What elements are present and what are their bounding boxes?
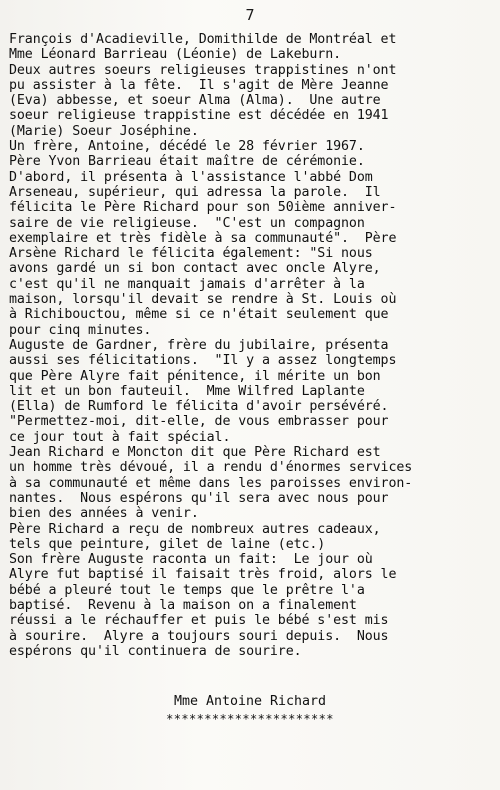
text-line: lit et un bon fauteuil. Mme Wilfred Laplante bbox=[9, 383, 365, 399]
text-line: aussi ses félicitations. "Il y a assez longtemps bbox=[9, 353, 397, 369]
article-body bbox=[9, 32, 493, 659]
star-separator: ********************** bbox=[166, 712, 334, 726]
text-line: exemplaire et très fidèle à sa communauté". Père bbox=[9, 230, 397, 246]
text-line: Alyre fut baptisé il faisait très froid, alors le bbox=[9, 567, 397, 583]
text-line: bien des années à venir. bbox=[9, 506, 199, 522]
text-line: à sa communauté et même dans les paroisses environ- bbox=[9, 475, 413, 491]
text-line: Un frère, Antoine, décédé le 28 février 1967. bbox=[9, 139, 365, 155]
text-line: tels que peinture, gilet de laine (etc.) bbox=[9, 536, 326, 552]
text-line: que Père Alyre fait pénitence, il mérite un bon bbox=[9, 368, 381, 384]
text-line: Auguste de Gardner, frère du jubilaire, présenta bbox=[9, 337, 389, 353]
text-line: (Eva) abbesse, et soeur Alma (Alma). Une autre bbox=[9, 93, 381, 109]
text-line: félicita le Père Richard pour son 50ième anniver- bbox=[9, 200, 397, 216]
text-line: avons gardé un si bon contact avec oncle Alyre, bbox=[9, 261, 381, 277]
text-line: pu assister à la fête. Il s'agit de Mère Jeanne bbox=[9, 77, 389, 93]
text-line: saire de vie religieuse. "C'est un compagnon bbox=[9, 215, 365, 231]
text-line: Arseneau, supérieur, qui adressa la parole. Il bbox=[9, 184, 381, 200]
text-line: un homme très dévoué, il a rendu d'énormes services bbox=[9, 460, 413, 476]
text-line: bébé a pleuré tout le temps que le prêtre l'a bbox=[9, 582, 365, 598]
text-line: (Marie) Soeur Joséphine. bbox=[9, 123, 199, 139]
text-line: Deux autres soeurs religieuses trappistines n'ont bbox=[9, 62, 397, 78]
text-line: Son frère Auguste raconta un fait: Le jour où bbox=[9, 552, 373, 568]
text-line: ce jour tout à fait spécial. bbox=[9, 429, 231, 445]
text-line: baptisé. Revenu à la maison on a finalement bbox=[9, 597, 357, 613]
text-line: réussi a le réchauffer et puis le bébé s'est mis bbox=[9, 613, 389, 629]
text-line: pour cinq minutes. bbox=[9, 322, 152, 338]
text-line: maison, lorsqu'il devait se rendre à St. Louis où bbox=[9, 292, 397, 308]
text-line: à Richibouctou, même si ce n'était seulement que bbox=[9, 307, 389, 323]
page-number: 7 bbox=[245, 6, 255, 24]
text-line: espérons qu'il continuera de sourire. bbox=[9, 643, 302, 659]
text-line: à sourire. Alyre a toujours souri depuis. Nous bbox=[9, 628, 389, 644]
text-line: François d'Acadieville, Domithilde de Montréal et bbox=[9, 32, 397, 47]
signature: Mme Antoine Richard bbox=[173, 694, 327, 709]
text-line: Mme Léonard Barrieau (Léonie) de Lakeburn. bbox=[9, 47, 342, 63]
text-line: (Ella) de Rumford le félicita d'avoir persévéré. bbox=[9, 399, 389, 415]
text-line: Jean Richard e Moncton dit que Père Richard est bbox=[9, 445, 381, 461]
text-line: c'est qu'il ne manquait jamais d'arrêter à la bbox=[9, 276, 365, 292]
text-line: "Permettez-moi, dit-elle, de vous embrasser pour bbox=[9, 414, 389, 430]
text-line: D'abord, il présenta à l'assistance l'abbé Dom bbox=[9, 169, 373, 185]
text-line: Arsène Richard le félicita également: "Si nous bbox=[9, 246, 373, 262]
text-line: nantes. Nous espérons qu'il sera avec nous pour bbox=[9, 490, 389, 506]
text-line: soeur religieuse trappistine est décédée en 1941 bbox=[9, 108, 389, 124]
text-line: Père Richard a reçu de nombreux autres cadeaux, bbox=[9, 521, 381, 537]
text-line: Père Yvon Barrieau était maître de cérémonie. bbox=[9, 154, 365, 170]
